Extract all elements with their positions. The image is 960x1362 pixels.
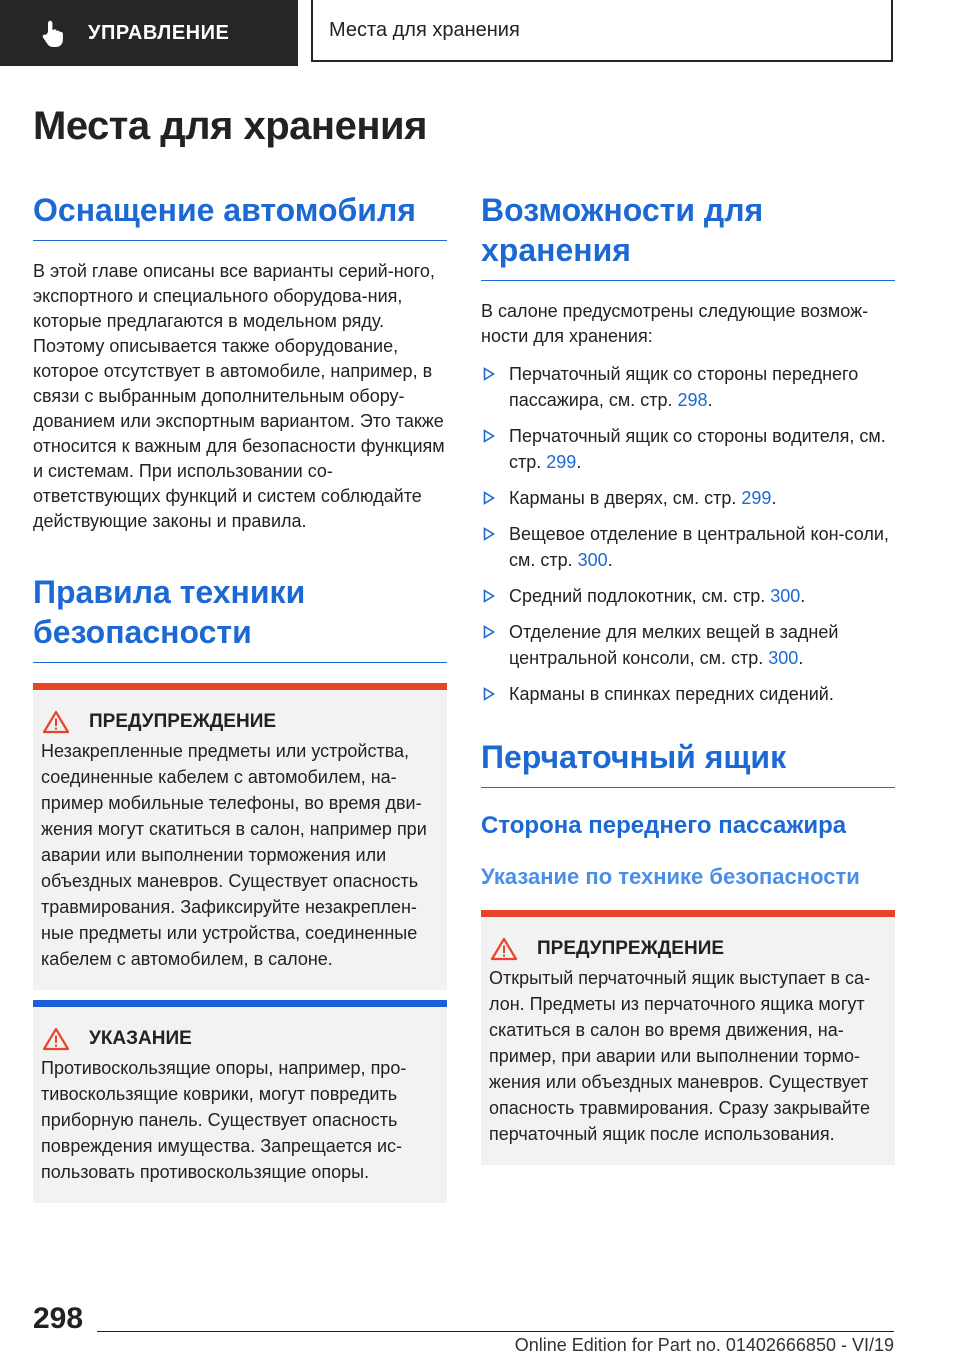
note-box bbox=[33, 1000, 447, 1203]
warning-text: Открытый перчаточный ящик выступает в са-лон. Предметы из перчаточного ящика могут скатиться в салон во время движения, на-пример, при аварии или выполнении тормо-жения или объездных маневров. Существует опасность травмирования. Сразу закрывайте перчаточный ящик после использования. bbox=[489, 968, 871, 1144]
page-link[interactable]: 300 bbox=[768, 648, 799, 668]
warning-title: ПРЕДУПРЕЖДЕНИЕ bbox=[89, 711, 277, 732]
storage-list bbox=[481, 361, 895, 707]
page-link[interactable]: 300 bbox=[577, 550, 608, 570]
list-item: Отделение для мелких вещей в задней центральной консоли, см. стр. 300. bbox=[481, 619, 895, 671]
triangle-bullet-icon bbox=[483, 367, 495, 381]
page-header bbox=[0, 0, 960, 66]
storage-heading: Возможности для хранения bbox=[481, 190, 895, 281]
warning-triangle-icon bbox=[43, 710, 69, 734]
page-number: 298 bbox=[33, 1302, 84, 1335]
page-title: Места для хранения bbox=[33, 104, 427, 148]
equipment-text: В этой главе описаны все варианты серий-ного, экспортного и специального оборудова-ния, которые предлагаются в модельном ряду. Поэтому описывается также оборудование, которое отсутствует в автомобиле, например, в связи с выбранным дополнительным обору-дованием или экспортным вариантом. Это также относится к важным для безопасности функциям и системам. При использовании со-ответствующих функций и систем соблюдайте действующие законы и правила. bbox=[33, 261, 445, 531]
warning-text: Незакрепленные предметы или устройства, соединенные кабелем с автомобилем, на-пример мобильные телефоны, во время дви-жения могут скатиться в салон, например при аварии или выполнении торможения или объездных маневров. Существует опасность травмирования. Зафиксируйте незакреплен-ные предметы или устройства, соединенные кабелем с автомобилем, в салоне. bbox=[41, 741, 427, 969]
page-link[interactable]: 298 bbox=[677, 390, 708, 410]
list-item: Карманы в спинках передних сидений. bbox=[481, 681, 895, 707]
triangle-bullet-icon bbox=[483, 589, 495, 603]
safety-note-heading: Указание по технике безопасности bbox=[481, 864, 860, 889]
left-column bbox=[33, 190, 447, 1203]
triangle-bullet-icon bbox=[483, 687, 495, 701]
list-item: Перчаточный ящик со стороны переднего пассажира, см. стр. 298. bbox=[481, 361, 895, 413]
triangle-bullet-icon bbox=[483, 491, 495, 505]
storage-intro: В салоне предусмотрены следующие возмож-ности для хранения: bbox=[481, 301, 869, 346]
equipment-heading: Оснащение автомобиля bbox=[33, 190, 447, 241]
chapter-label: Места для хранения bbox=[329, 18, 520, 41]
safety-heading: Правила техники безопасности bbox=[33, 572, 447, 663]
list-item: Средний подлокотник, см. стр. 300. bbox=[481, 583, 895, 609]
section-label: УПРАВЛЕНИЕ bbox=[88, 21, 230, 44]
hand-touch-icon bbox=[40, 18, 66, 48]
list-item: Карманы в дверях, см. стр. 299. bbox=[481, 485, 895, 511]
triangle-bullet-icon bbox=[483, 625, 495, 639]
note-title: УКАЗАНИЕ bbox=[89, 1028, 192, 1049]
right-column bbox=[481, 190, 895, 1165]
page-link[interactable]: 300 bbox=[770, 586, 801, 606]
glovebox-heading: Перчаточный ящик bbox=[481, 737, 895, 788]
list-item: Вещевое отделение в центральной кон-соли, см. стр. 300. bbox=[481, 521, 895, 573]
triangle-bullet-icon bbox=[483, 429, 495, 443]
triangle-bullet-icon bbox=[483, 527, 495, 541]
edition-label: Online Edition for Part no. 01402666850 - VI/19 bbox=[514, 1335, 894, 1355]
warning-triangle-icon bbox=[491, 937, 517, 961]
section-tab bbox=[0, 0, 298, 66]
chapter-tab bbox=[311, 0, 893, 62]
warning-box bbox=[33, 683, 447, 990]
warning-title: ПРЕДУПРЕЖДЕНИЕ bbox=[537, 938, 725, 959]
note-text: Противоскользящие опоры, например, про-тивоскользящие коврики, могут повредить приборную панель. Существует опасность повреждения имущества. Запрещается ис-пользовать противоскользящие опоры. bbox=[41, 1058, 407, 1182]
page-link[interactable]: 299 bbox=[741, 488, 772, 508]
passenger-side-heading: Сторона переднего пассажира bbox=[481, 812, 847, 839]
warning-triangle-icon bbox=[43, 1027, 69, 1051]
page-link[interactable]: 299 bbox=[546, 452, 577, 472]
list-item: Перчаточный ящик со стороны водителя, см. стр. 299. bbox=[481, 423, 895, 475]
warning-box bbox=[481, 910, 895, 1165]
page-footer bbox=[0, 1290, 960, 1362]
footer-divider bbox=[97, 1331, 894, 1332]
